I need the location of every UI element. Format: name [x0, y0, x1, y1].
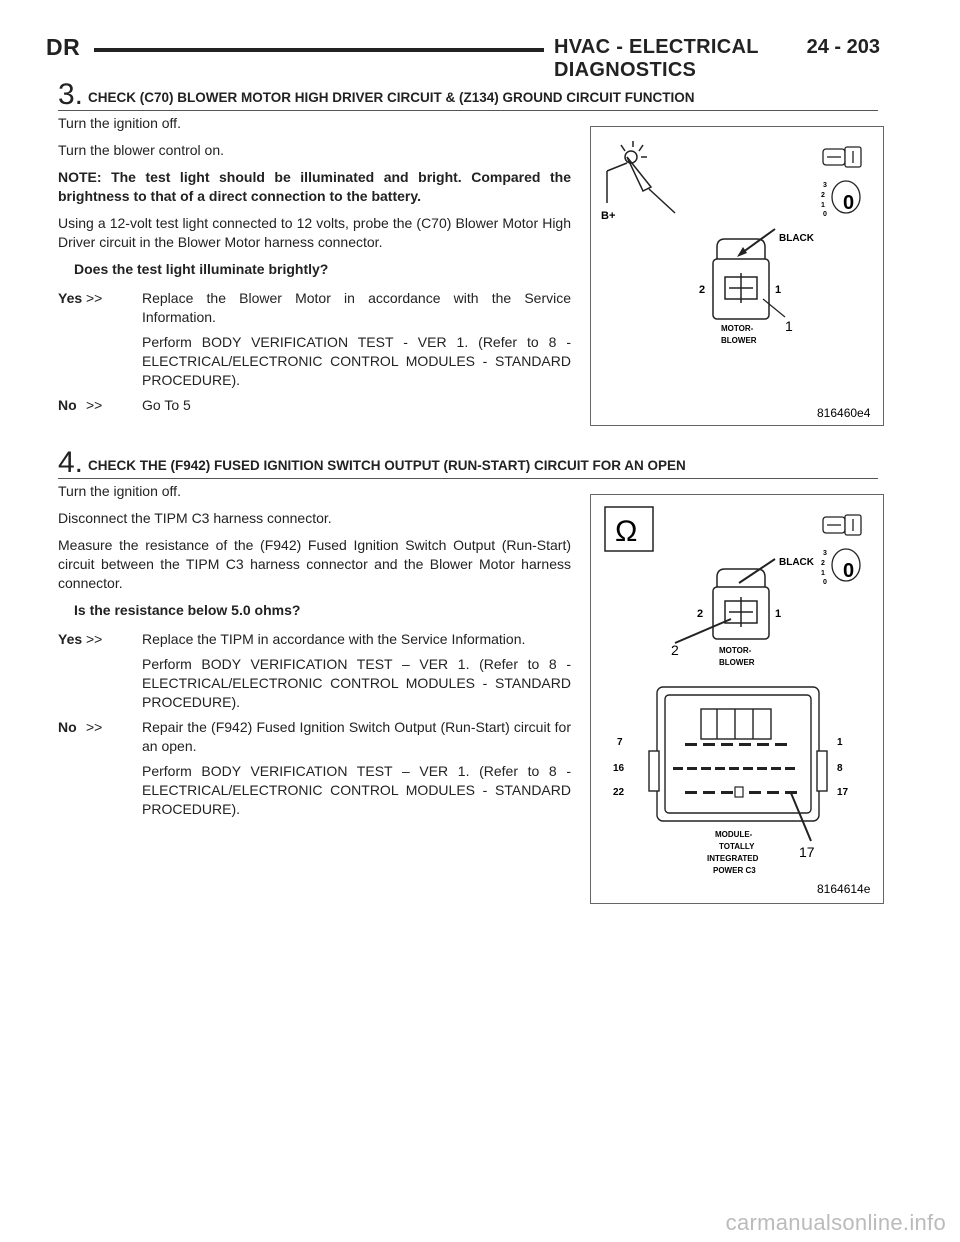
step-4-number: 4.: [58, 446, 84, 479]
cavity-17-label: 17: [837, 787, 849, 798]
page-number: 24 - 203: [806, 36, 880, 58]
no-arrow: >>: [86, 719, 103, 735]
yes-arrow: >>: [86, 290, 103, 306]
motor-label-2: BLOWER: [719, 658, 755, 667]
figure-resistance-tipm-c3: [590, 494, 884, 904]
step-3-yes-action-1: Replace the Blower Motor in accordance with the Service Information.: [142, 290, 571, 325]
step-4-yes-action-2: Perform BODY VERIFICATION TEST – VER 1. (Refer to 8 - ELECTRICAL/ELECTRONIC CONTROL MODULES - STANDARD PROCEDURE).: [142, 656, 571, 710]
pin-2-callout: 2: [671, 642, 679, 658]
dial-1: 1: [821, 202, 825, 209]
dial-3: 3: [823, 550, 827, 557]
step-4-instruction-1: Turn the ignition off.: [58, 483, 181, 499]
no-label: No: [58, 397, 77, 413]
cavity-7-label: 7: [617, 737, 623, 748]
wire-color-black: BLACK: [779, 557, 814, 568]
step-3-number: 3.: [58, 78, 84, 111]
dial-0: 0: [823, 579, 827, 586]
module-label-1: MODULE-: [715, 830, 753, 839]
step-4-text: [58, 482, 571, 825]
step-4-yes-answer: [58, 630, 571, 712]
module-label-3: INTEGRATED: [707, 854, 759, 863]
step-3-instruction-3: Using a 12-volt test light connected to 12 volts, probe the (C70) Blower Motor High Driver circuit in the Blower Motor harness connector.: [58, 215, 571, 250]
step-3-title: CHECK (C70) BLOWER MOTOR HIGH DRIVER CIRCUIT & (Z134) GROUND CIRCUIT FUNCTION: [88, 90, 695, 105]
test-light-icon: [607, 141, 675, 213]
dial-3: 3: [823, 182, 827, 189]
watermark: carmanualsonline.info: [725, 1210, 946, 1235]
vehicle-code: DR: [46, 34, 81, 60]
cavity-1-label: 1: [837, 737, 843, 748]
figure-test-light-blower-motor: [590, 126, 884, 426]
step-4-instruction-3: Measure the resistance of the (F942) Fused Ignition Switch Output (Run-Start) circuit between the TIPM C3 harness connector and the Blower Motor harness connector.: [58, 537, 571, 591]
cavity-17-callout: 17: [799, 844, 815, 860]
pin-1-callout: 1: [785, 318, 793, 334]
connector-icon: [823, 515, 861, 535]
figure-id: 816460e4: [817, 406, 871, 420]
step-4-no-action-2: Perform BODY VERIFICATION TEST – VER 1. (Refer to 8 - ELECTRICAL/ELECTRONIC CONTROL MODULES - STANDARD PROCEDURE).: [142, 763, 571, 817]
wire-color-black: BLACK: [779, 233, 814, 244]
dial-position: 0: [843, 560, 855, 582]
header-rule: [94, 48, 544, 52]
no-label: No: [58, 719, 77, 735]
pin-1-label: 1: [775, 284, 782, 296]
section-title: HVAC - ELECTRICAL DIAGNOSTICS: [554, 36, 759, 81]
step-3-no-answer: [58, 396, 571, 415]
yes-arrow: >>: [86, 631, 103, 647]
cavity-22-label: 22: [613, 787, 625, 798]
no-arrow: >>: [86, 397, 103, 413]
tipm-c3-key: [735, 787, 743, 797]
figure-id: 8164614e: [817, 882, 871, 896]
step-3-instruction-2: Turn the blower control on.: [58, 142, 225, 158]
step-3-instruction-1: Turn the ignition off.: [58, 115, 181, 131]
selector-dial-icon: [821, 549, 860, 586]
motor-label-2: BLOWER: [721, 336, 757, 345]
step-4-no-action-1: Repair the (F942) Fused Ignition Switch Output (Run-Start) circuit for an open.: [142, 719, 571, 754]
pin-2-label: 2: [699, 284, 706, 296]
connector-icon: [823, 147, 861, 167]
dial-1: 1: [821, 570, 825, 577]
step-4-instruction-2: Disconnect the TIPM C3 harness connector.: [58, 510, 332, 526]
page-header: [46, 34, 880, 81]
dial-2: 2: [821, 192, 825, 199]
pin-2-label: 2: [697, 608, 704, 620]
step-4-title: CHECK THE (F942) FUSED IGNITION SWITCH OUTPUT (RUN-START) CIRCUIT FOR AN OPEN: [88, 458, 686, 473]
cavity-16-label: 16: [613, 763, 625, 774]
pin-1-label: 1: [775, 608, 782, 620]
b-plus-label: B+: [601, 210, 616, 222]
blower-motor-connector-drawing: [713, 569, 769, 639]
dial-0: 0: [823, 211, 827, 218]
selector-dial-icon: [821, 181, 860, 218]
step-4-question: Is the resistance below 5.0 ohms?: [74, 602, 301, 618]
step-4-no-answer: [58, 718, 571, 819]
yes-label: Yes: [58, 631, 83, 647]
step-4-yes-action-1: Replace the TIPM in accordance with the Service Information.: [142, 631, 526, 647]
step-3-heading: [58, 80, 878, 111]
tipm-c3-connector-drawing: [649, 687, 827, 821]
dial-position: 0: [843, 192, 855, 214]
step-3-yes-action-2: Perform BODY VERIFICATION TEST - VER 1. (Refer to 8 - ELECTRICAL/ELECTRONIC CONTROL MODULES - STANDARD PROCEDURE).: [142, 334, 571, 388]
module-label-4: POWER C3: [713, 866, 756, 875]
step-3-no-action-1: Go To 5: [142, 397, 191, 413]
step-3-yes-answer: [58, 289, 571, 390]
module-label-2: TOTALLY: [719, 842, 755, 851]
cavity-8-label: 8: [837, 763, 843, 774]
step-3-text: [58, 114, 571, 421]
ohm-symbol: Ω: [615, 515, 638, 548]
dial-2: 2: [821, 560, 825, 567]
step-4-heading: [58, 448, 878, 479]
motor-label-1: MOTOR-: [719, 646, 752, 655]
step-3-question: Does the test light illuminate brightly?: [74, 261, 329, 277]
step-3-note: NOTE: The test light should be illuminated and bright. Compared the brightness to that of a direct connection to the battery.: [58, 169, 571, 204]
figure-1-drawing: [591, 127, 883, 425]
motor-label-1: MOTOR-: [721, 324, 754, 333]
figure-2-drawing: [591, 495, 883, 903]
yes-label: Yes: [58, 290, 83, 306]
